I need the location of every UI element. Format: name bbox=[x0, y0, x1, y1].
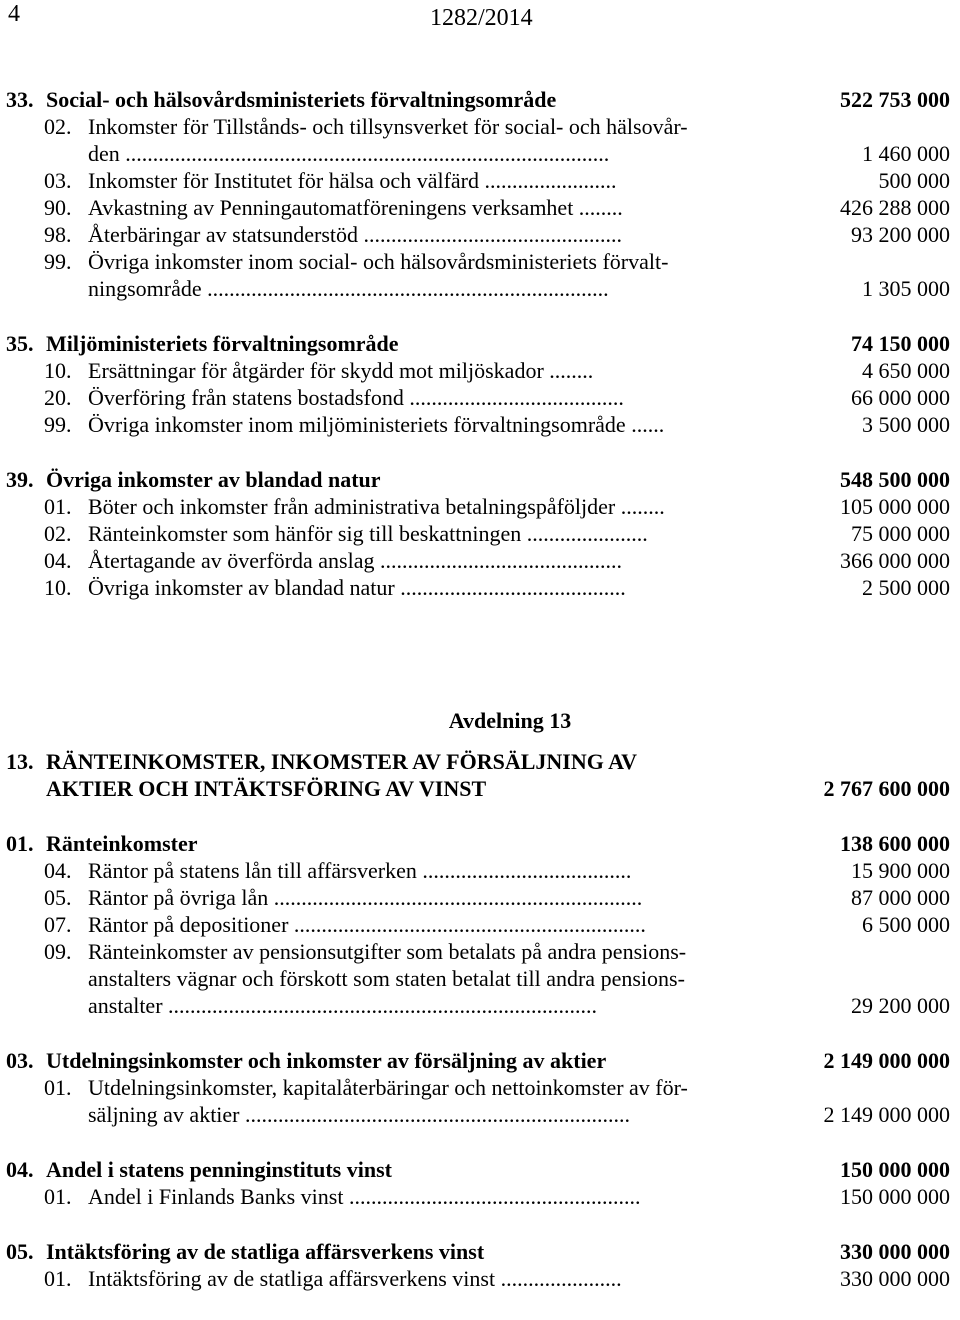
item-amount: 2 500 000 bbox=[862, 575, 950, 600]
item-text: Ränteinkomster som hänför sig till beskattningen ...................... bbox=[88, 521, 648, 546]
item-text: den ........................................................................................ bbox=[88, 141, 610, 166]
item-amount: 2 149 000 000 bbox=[823, 1102, 950, 1127]
line-item bbox=[0, 884, 960, 911]
item-amount: 15 900 000 bbox=[851, 858, 950, 883]
item-text: Intäktsföring av de statliga affärsverkens vinst ...................... bbox=[88, 1266, 622, 1291]
section-amount: 522 753 000 bbox=[840, 87, 950, 112]
section-number: 35. bbox=[6, 331, 34, 356]
item-amount: 3 500 000 bbox=[862, 412, 950, 437]
section-number: 01. bbox=[6, 831, 34, 856]
item-number: 10. bbox=[44, 358, 72, 383]
section-header bbox=[0, 466, 960, 493]
line-item bbox=[0, 384, 960, 411]
line-item bbox=[0, 221, 960, 248]
line-item bbox=[0, 857, 960, 884]
line-item bbox=[0, 411, 960, 438]
item-text: Böter och inkomster från administrativa betalningspåföljder ........ bbox=[88, 494, 665, 519]
item-number: 03. bbox=[44, 168, 72, 193]
item-text: Räntor på statens lån till affärsverken ...................................... bbox=[88, 858, 632, 883]
line-item bbox=[0, 493, 960, 520]
item-number: 01. bbox=[44, 1266, 72, 1291]
main-heading-text: AKTIER OCH INTÄKTSFÖRING AV VINST bbox=[46, 776, 487, 801]
section-amount: 74 150 000 bbox=[851, 331, 950, 356]
section-title: Andel i statens penninginstituts vinst bbox=[46, 1157, 392, 1182]
section-number: 05. bbox=[6, 1239, 34, 1264]
line-item bbox=[0, 140, 960, 167]
document-title: 1282/2014 bbox=[430, 5, 533, 31]
item-number: 07. bbox=[44, 912, 72, 937]
section-header bbox=[0, 1047, 960, 1074]
item-amount: 93 200 000 bbox=[851, 222, 950, 247]
item-text: Ersättningar för åtgärder för skydd mot miljöskador ........ bbox=[88, 358, 594, 383]
budget-section bbox=[0, 830, 960, 1019]
item-text: Övriga inkomster av blandad natur ......................................... bbox=[88, 575, 626, 600]
item-number: 99. bbox=[44, 249, 72, 274]
item-amount: 150 000 000 bbox=[840, 1184, 950, 1209]
line-item bbox=[0, 520, 960, 547]
item-amount: 75 000 000 bbox=[851, 521, 950, 546]
budget-section bbox=[0, 466, 960, 601]
item-number: 04. bbox=[44, 548, 72, 573]
item-number: 01. bbox=[44, 1075, 72, 1100]
item-text: Ränteinkomster av pensionsutgifter som betalats på andra pensions- bbox=[88, 939, 687, 964]
line-item bbox=[0, 574, 960, 601]
item-text: säljning av aktier ...................................................................... bbox=[88, 1102, 631, 1127]
section-header bbox=[0, 86, 960, 113]
line-item bbox=[0, 113, 960, 140]
item-amount: 500 000 bbox=[878, 168, 950, 193]
division-heading: Avdelning 13 bbox=[448, 708, 572, 733]
item-text: Räntor på depositioner ................................................................ bbox=[88, 912, 646, 937]
item-amount: 66 000 000 bbox=[851, 385, 950, 410]
section-header bbox=[0, 330, 960, 357]
item-amount: 4 650 000 bbox=[862, 358, 950, 383]
line-item bbox=[0, 194, 960, 221]
budget-section bbox=[0, 1238, 960, 1292]
item-text: Avkastning av Penningautomatföreningens verksamhet ........ bbox=[88, 195, 623, 220]
line-item bbox=[0, 275, 960, 302]
line-item bbox=[0, 992, 960, 1019]
line-item bbox=[0, 357, 960, 384]
budget-sections-part2 bbox=[0, 830, 960, 1292]
budget-section bbox=[0, 86, 960, 302]
section-title: Utdelningsinkomster och inkomster av försäljning av aktier bbox=[46, 1048, 607, 1073]
item-text: Inkomster för Tillstånds- och tillsynsverket för social- och hälsovår- bbox=[88, 114, 688, 139]
item-amount: 426 288 000 bbox=[840, 195, 950, 220]
item-text: Andel i Finlands Banks vinst ..................................................... bbox=[88, 1184, 641, 1209]
line-item bbox=[0, 1101, 960, 1128]
item-text: Inkomster för Institutet för hälsa och välfärd ........................ bbox=[88, 168, 617, 193]
item-text: Räntor på övriga lån ................................................................... bbox=[88, 885, 643, 910]
item-number: 99. bbox=[44, 412, 72, 437]
budget-section bbox=[0, 330, 960, 438]
section-header bbox=[0, 1156, 960, 1183]
line-item bbox=[0, 1265, 960, 1292]
main-heading-line bbox=[0, 748, 960, 775]
item-number: 02. bbox=[44, 114, 72, 139]
main-heading-text: RÄNTEINKOMSTER, INKOMSTER AV FÖRSÄLJNING AV bbox=[46, 749, 638, 774]
section-title: Miljöministeriets förvaltningsområde bbox=[46, 331, 399, 356]
section-amount: 330 000 000 bbox=[840, 1239, 950, 1264]
item-text: Återtagande av överförda anslag ............................................ bbox=[88, 548, 622, 573]
item-number: 90. bbox=[44, 195, 72, 220]
item-amount: 1 460 000 bbox=[862, 141, 950, 166]
item-amount: 1 305 000 bbox=[862, 276, 950, 301]
line-item bbox=[0, 1183, 960, 1210]
item-number: 98. bbox=[44, 222, 72, 247]
item-text: Utdelningsinkomster, kapitalåterbäringar och nettoinkomster av för- bbox=[88, 1075, 688, 1100]
item-number: 01. bbox=[44, 494, 72, 519]
line-item bbox=[0, 167, 960, 194]
item-amount: 330 000 000 bbox=[840, 1266, 950, 1291]
spacer bbox=[0, 629, 960, 707]
section-amount: 2 149 000 000 bbox=[823, 1048, 950, 1073]
item-text: anstalter .............................................................................. bbox=[88, 993, 598, 1018]
line-item bbox=[0, 547, 960, 574]
line-item bbox=[0, 1074, 960, 1101]
section-number: 03. bbox=[6, 1048, 34, 1073]
item-number: 09. bbox=[44, 939, 72, 964]
main-heading bbox=[0, 748, 960, 802]
item-number: 05. bbox=[44, 885, 72, 910]
section-title: Ränteinkomster bbox=[46, 831, 198, 856]
line-item bbox=[0, 965, 960, 992]
line-item bbox=[0, 938, 960, 965]
section-title: Social- och hälsovårdsministeriets förvaltningsområde bbox=[46, 87, 557, 112]
item-amount: 87 000 000 bbox=[851, 885, 950, 910]
section-number: 04. bbox=[6, 1157, 34, 1182]
section-title: Intäktsföring av de statliga affärsverkens vinst bbox=[46, 1239, 485, 1264]
section-header bbox=[0, 1238, 960, 1265]
section-amount: 548 500 000 bbox=[840, 467, 950, 492]
main-heading-amount: 2 767 600 000 bbox=[823, 776, 950, 801]
item-number: 10. bbox=[44, 575, 72, 600]
line-item bbox=[0, 248, 960, 275]
main-heading-number: 13. bbox=[6, 749, 34, 774]
item-amount: 29 200 000 bbox=[851, 993, 950, 1018]
item-text: Övriga inkomster inom miljöministeriets förvaltningsområde ...... bbox=[88, 412, 665, 437]
item-text: Återbäringar av statsunderstöd ............................................... bbox=[88, 222, 623, 247]
item-number: 02. bbox=[44, 521, 72, 546]
section-title: Övriga inkomster av blandad natur bbox=[46, 467, 381, 492]
item-amount: 366 000 000 bbox=[840, 548, 950, 573]
page-content bbox=[0, 86, 960, 1320]
item-text: Överföring från statens bostadsfond ....................................... bbox=[88, 385, 624, 410]
budget-section bbox=[0, 1047, 960, 1128]
section-number: 39. bbox=[6, 467, 34, 492]
item-number: 04. bbox=[44, 858, 72, 883]
section-header bbox=[0, 830, 960, 857]
main-heading-line bbox=[0, 775, 960, 802]
section-amount: 150 000 000 bbox=[840, 1157, 950, 1182]
budget-section bbox=[0, 1156, 960, 1210]
line-item bbox=[0, 911, 960, 938]
item-text: ningsområde ......................................................................... bbox=[88, 276, 609, 301]
item-text: Övriga inkomster inom social- och hälsovårdsministeriets förvalt- bbox=[88, 249, 669, 274]
page-number: 4 bbox=[8, 1, 20, 27]
budget-sections-part1 bbox=[0, 86, 960, 601]
item-text: anstalters vägnar och förskott som staten betalat till andra pensions- bbox=[88, 966, 685, 991]
item-number: 01. bbox=[44, 1184, 72, 1209]
item-number: 20. bbox=[44, 385, 72, 410]
item-amount: 105 000 000 bbox=[840, 494, 950, 519]
item-amount: 6 500 000 bbox=[862, 912, 950, 937]
section-amount: 138 600 000 bbox=[840, 831, 950, 856]
section-number: 33. bbox=[6, 87, 34, 112]
